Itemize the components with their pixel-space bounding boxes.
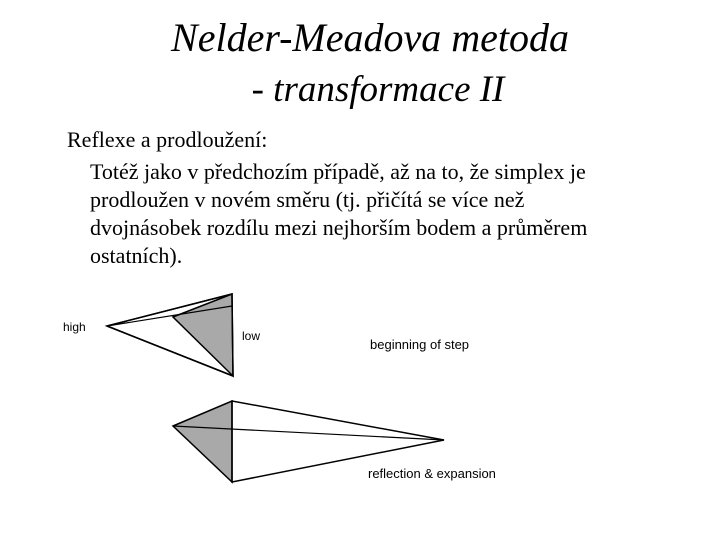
slide-subtitle: - transformace II xyxy=(251,69,505,110)
caption-reflection: reflection & expansion xyxy=(368,466,496,481)
body-line: prodloužen v novém směru (tj. přičítá se více než xyxy=(90,187,525,212)
body-line: dvojnásobek rozdílu mezi nejhorším bodem a průměrem xyxy=(90,215,588,240)
label-low: low xyxy=(242,329,261,343)
label-high: high xyxy=(63,320,86,334)
body-line: ostatních). xyxy=(90,243,183,268)
body-line: Totéž jako v předchozím případě, až na to, že simplex je xyxy=(90,159,586,184)
bullet-heading: Reflexe a prodloužení: xyxy=(67,127,268,152)
simplex-initial xyxy=(107,294,233,376)
shaded-region xyxy=(173,401,232,482)
caption-beginning: beginning of step xyxy=(370,337,470,352)
slide-title: Nelder-Meadova metoda xyxy=(171,15,569,60)
